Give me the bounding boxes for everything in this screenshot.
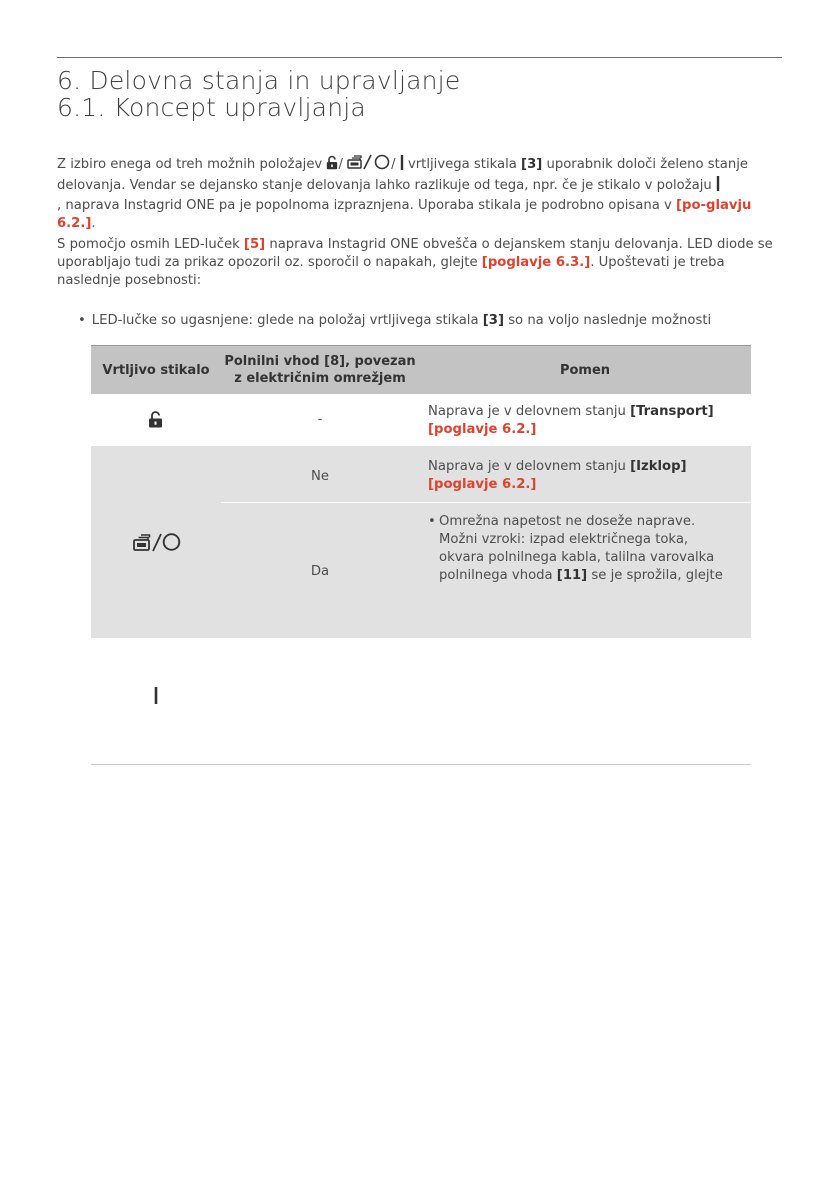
row-divider (221, 502, 751, 503)
meaning-cell: Naprava je v delovnem stanju [Izklop] [poglavje 6.2.] (428, 459, 687, 492)
chapter-link[interactable]: [poglavje 6.2.] (428, 477, 537, 492)
top-rule (57, 57, 782, 58)
battery-off-icon (133, 532, 181, 558)
on-bar-icon (400, 155, 404, 176)
table-row (91, 638, 751, 765)
list-item: • Omrežna napetost ne doseže naprave. Možni vzroki: izpad električnega toka, okvara polnilnega kabla, talilna varovalka polnilnega vhoda [11] se je sprožila, glejte (428, 514, 723, 583)
section-heading: 6. Delovna stanja in upravljanje (57, 66, 461, 95)
intro-paragraph: Z izbiro enega od treh možnih položajev / / vrtljivega stikala [3] uporabnik določi želeno stanje delovanja. Vendar se dejansko stanje delovanja lahko razlikuje od tega, npr. če je stikalo v položaju , naprava Instagrid ONE pa je popolnoma izpraznjena. Uporaba stikala je podrobno opisana v [po-glavju 6.2.]. (57, 154, 785, 233)
column-header-switch: Vrtljivo stikalo (102, 362, 210, 378)
subsection-heading: 6.1. Koncept upravljanja (57, 93, 366, 122)
unlock-icon (148, 410, 163, 434)
input-value: Ne (311, 469, 329, 484)
on-bar-icon (154, 687, 158, 710)
meaning-cell: Naprava je v delovnem stanju [Transport] [poglavje 6.2.] (428, 404, 714, 437)
input-value: Da (310, 564, 330, 579)
unlock-icon (326, 155, 338, 176)
table-header (91, 345, 751, 395)
on-bar-icon (716, 176, 720, 197)
input-value: - (317, 412, 323, 427)
table-row (91, 394, 751, 446)
table-row-group (91, 446, 751, 638)
chapter-link[interactable]: [poglavje 6.3.] (481, 255, 591, 270)
battery-off-icon (347, 154, 391, 176)
chapter-link[interactable]: [poglavje 6.2.] (428, 422, 537, 437)
column-header-input: Polnilni vhod [8], povezan z električnim omrežjem (224, 354, 416, 386)
led-paragraph: S pomočjo osmih LED-luček [5] naprava Instagrid ONE obvešča o dejanskem stanju delovanja. LED diode se uporabljajo tudi za prikaz opozoril oz. sporočil o napakah, glejte [poglavje 6.3.]. Upoštevati je treba naslednje posebnosti: (57, 237, 773, 288)
list-item: • LED-lučke so ugasnjene: glede na položaj vrtljivega stikala [3] so na voljo naslednje možnosti (78, 313, 712, 328)
column-header-meaning: Pomen (559, 362, 611, 378)
chapter-link[interactable]: [po-glavju 6.2.] (57, 198, 752, 231)
